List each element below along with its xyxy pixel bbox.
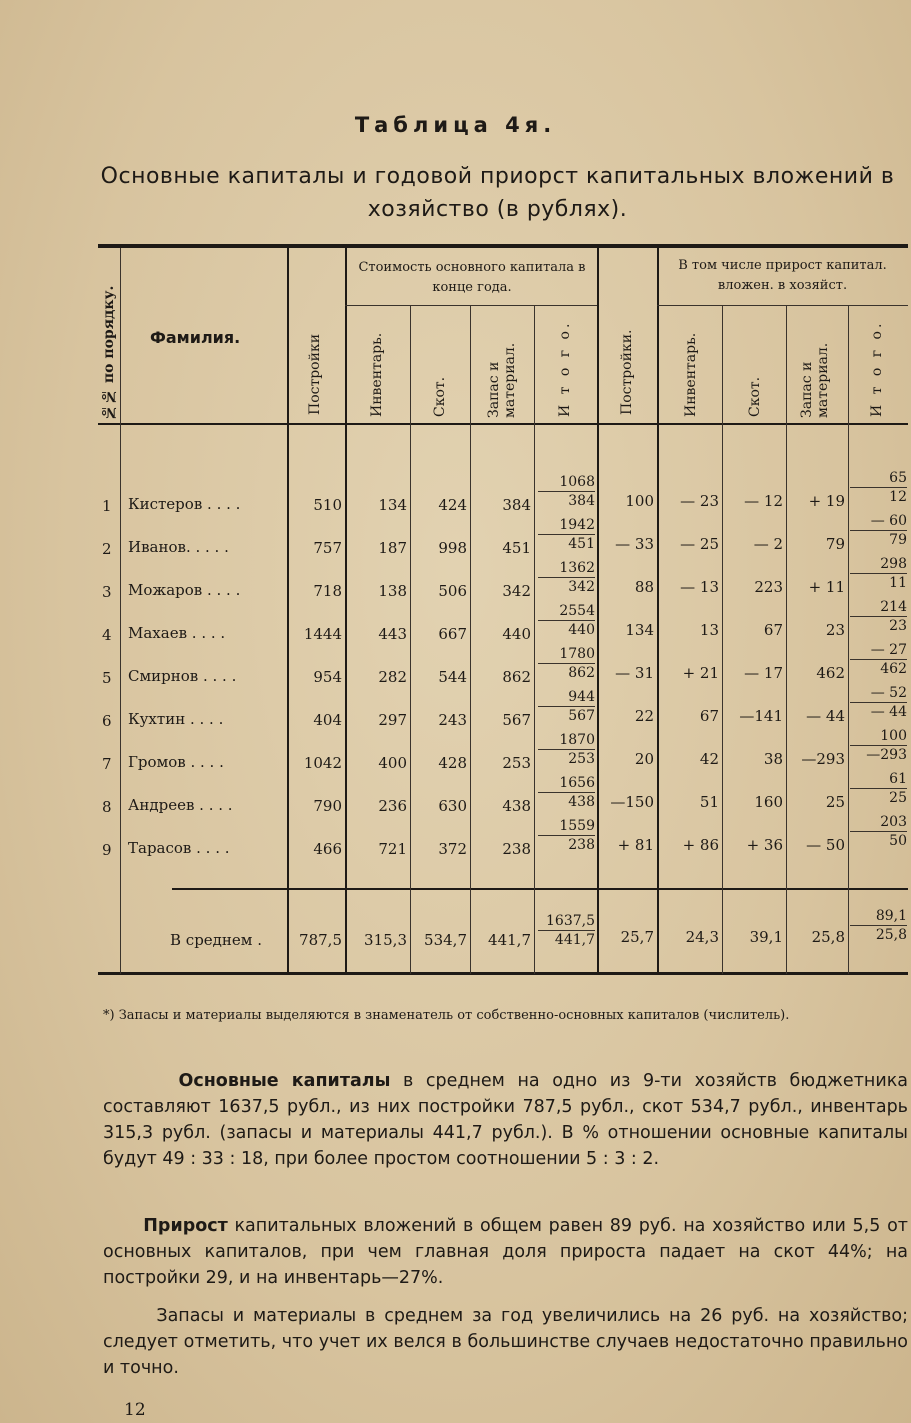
row-number: 5: [102, 669, 112, 687]
header-stocks-growth: Запас и материал.: [799, 342, 831, 418]
cell-total: [538, 603, 595, 638]
table-top-rule: [98, 244, 908, 248]
row-family: Смирнов . . . .: [128, 667, 237, 685]
cell-inventory: 187: [378, 539, 407, 557]
average-growth-total: [850, 908, 907, 943]
cell-buildings: 1042: [303, 754, 342, 772]
cell-stocks: 253: [502, 754, 531, 772]
cell-total-denominator: 342: [568, 579, 595, 595]
cell-growth-inventory: 42: [699, 750, 719, 768]
cell-inventory: 721: [378, 840, 407, 858]
header-buildings-growth: Постройки.: [619, 329, 635, 415]
footnote: *) Запасы и материалы выделяются в знаменатель от собственно-основных капиталов (числитель).: [103, 1008, 790, 1023]
cell-total: [538, 474, 595, 509]
cell-stocks: 440: [502, 625, 531, 643]
cell-growth-total-denominator: 50: [889, 833, 907, 849]
cell-growth-total: [850, 599, 907, 634]
header-buildings: Постройки: [307, 333, 323, 415]
cell-growth-inventory: — 23: [680, 492, 719, 510]
col-divider: [120, 248, 121, 974]
row-number: 9: [102, 841, 112, 859]
group-rule: [657, 305, 908, 306]
cell-growth-total-denominator: 79: [889, 532, 907, 548]
header-row-number: №№ по порядку.: [101, 285, 117, 420]
cell-stocks: 438: [502, 797, 531, 815]
cell-livestock: 428: [438, 754, 467, 772]
cell-growth-livestock: 67: [763, 621, 783, 639]
average-label: В среднем .: [170, 931, 262, 949]
average-growth-stocks: 25,8: [811, 928, 845, 946]
cell-inventory: 443: [378, 625, 407, 643]
cell-stocks: 238: [502, 840, 531, 858]
cell-total-numerator: 1362: [538, 560, 595, 578]
cell-buildings: 404: [313, 711, 342, 729]
cell-growth-total-denominator: 12: [889, 489, 907, 505]
cell-growth-buildings: 22: [634, 707, 654, 725]
cell-stocks: 862: [502, 668, 531, 686]
cell-total-denominator: 253: [568, 751, 595, 767]
header-total-growth: И т о г о.: [869, 320, 885, 417]
cell-livestock: 424: [438, 496, 467, 514]
cell-growth-total-denominator: — 44: [870, 704, 907, 720]
average-inventory: 315,3: [364, 931, 407, 949]
cell-inventory: 138: [378, 582, 407, 600]
col-divider: [410, 306, 411, 974]
cell-total: [538, 818, 595, 853]
cell-growth-stocks: 25: [825, 793, 845, 811]
cell-inventory: 400: [378, 754, 407, 772]
paragraph-1: [103, 1068, 908, 1172]
table-average-rule: [172, 888, 908, 890]
average-growth-total-denominator: 25,8: [875, 927, 907, 943]
cell-growth-total: [850, 685, 907, 720]
cell-total-denominator: 862: [568, 665, 595, 681]
header-stocks: Запас и материал.: [486, 342, 518, 418]
cell-stocks: 384: [502, 496, 531, 514]
cell-growth-total: [850, 728, 907, 763]
cell-growth-total-numerator: 214: [850, 599, 907, 617]
cell-growth-total: [850, 470, 907, 505]
cell-growth-total-denominator: 462: [880, 661, 907, 677]
cell-buildings: 718: [313, 582, 342, 600]
cell-growth-buildings: 134: [625, 621, 654, 639]
cell-total: [538, 560, 595, 595]
row-number: 1: [102, 497, 112, 515]
cell-total-denominator: 440: [568, 622, 595, 638]
cell-growth-total-numerator: 203: [850, 814, 907, 832]
cell-total: [538, 517, 595, 552]
cell-buildings: 466: [313, 840, 342, 858]
col-divider: [287, 248, 289, 974]
cell-growth-buildings: — 31: [615, 664, 654, 682]
cell-growth-inventory: 13: [699, 621, 719, 639]
cell-growth-total-numerator: 298: [850, 556, 907, 574]
cell-buildings: 757: [313, 539, 342, 557]
row-family: Можаров . . . .: [128, 581, 241, 599]
paragraph-2: [103, 1213, 908, 1291]
cell-livestock: 544: [438, 668, 467, 686]
row-family: Кистеров . . . .: [128, 495, 241, 513]
cell-growth-stocks: 462: [816, 664, 845, 682]
cell-growth-buildings: 100: [625, 492, 654, 510]
cell-total-numerator: 1656: [538, 775, 595, 793]
cell-inventory: 282: [378, 668, 407, 686]
cell-buildings: 510: [313, 496, 342, 514]
cell-livestock: 506: [438, 582, 467, 600]
cell-buildings: 790: [313, 797, 342, 815]
cell-livestock: 372: [438, 840, 467, 858]
cell-growth-total-numerator: 65: [850, 470, 907, 488]
cell-stocks: 567: [502, 711, 531, 729]
cell-growth-livestock: + 36: [746, 836, 783, 854]
header-inventory: Инвентарь.: [369, 332, 385, 417]
header-inventory-growth: Инвентарь.: [683, 332, 699, 417]
cell-growth-livestock: 38: [763, 750, 783, 768]
cell-total-denominator: 438: [568, 794, 595, 810]
cell-growth-stocks: + 19: [808, 492, 845, 510]
cell-growth-buildings: — 33: [615, 535, 654, 553]
cell-livestock: 667: [438, 625, 467, 643]
col-divider: [470, 306, 471, 974]
cell-total: [538, 732, 595, 767]
header-group-growth: В том числе прирост капитал. вложен. в хозяйст.: [678, 258, 887, 293]
average-stocks: 441,7: [488, 931, 531, 949]
cell-total-numerator: 1870: [538, 732, 595, 750]
cell-growth-total: [850, 771, 907, 806]
cell-growth-inventory: + 86: [682, 836, 719, 854]
header-family: Фамилия.: [150, 328, 241, 347]
cell-growth-total: [850, 556, 907, 591]
cell-growth-stocks: — 44: [806, 707, 845, 725]
cell-stocks: 451: [502, 539, 531, 557]
paragraph-1-bold: Основные капиталы: [178, 1071, 391, 1091]
cell-growth-total-denominator: 11: [889, 575, 907, 591]
cell-total-denominator: 238: [568, 837, 595, 853]
cell-total-denominator: 567: [568, 708, 595, 724]
average-total-denominator: 441,7: [554, 932, 595, 948]
cell-total: [538, 689, 595, 724]
row-family: Иванов. . . . .: [128, 538, 229, 556]
cell-total-denominator: 384: [568, 493, 595, 509]
average-total-numerator: 1637,5: [538, 913, 595, 931]
cell-growth-buildings: 88: [634, 578, 654, 596]
col-divider: [534, 306, 535, 974]
cell-livestock: 243: [438, 711, 467, 729]
paragraph-2-text: капитальных вложений в общем равен 89 руб. на хозяйство или 5,5 от основных капиталов, при чем главная доля прироста падает на скот 44%; на постройки 29, и на инвентарь—27%.: [103, 1216, 908, 1288]
row-family: Махаев . . . .: [128, 624, 226, 642]
row-number: 3: [102, 583, 112, 601]
average-livestock: 534,7: [424, 931, 467, 949]
cell-growth-buildings: 20: [634, 750, 654, 768]
group-rule: [345, 305, 597, 306]
row-family: Андреев . . . .: [128, 796, 233, 814]
col-divider: [657, 248, 659, 974]
row-number: 2: [102, 540, 112, 558]
cell-growth-total-numerator: — 27: [850, 642, 907, 660]
cell-growth-livestock: 223: [754, 578, 783, 596]
cell-growth-inventory: — 13: [680, 578, 719, 596]
cell-growth-livestock: 160: [754, 793, 783, 811]
cell-total-denominator: 451: [568, 536, 595, 552]
cell-growth-livestock: — 2: [753, 535, 783, 553]
header-total: И т о г о.: [557, 320, 573, 417]
cell-growth-total: [850, 513, 907, 548]
col-divider: [722, 306, 723, 974]
cell-inventory: 297: [378, 711, 407, 729]
row-number: 6: [102, 712, 112, 730]
row-family: Кухтин . . . .: [128, 710, 224, 728]
cell-total-numerator: 2554: [538, 603, 595, 621]
cell-growth-inventory: — 25: [680, 535, 719, 553]
cell-total-numerator: 1942: [538, 517, 595, 535]
cell-buildings: 1444: [303, 625, 342, 643]
table-title: Таблица 4я.: [354, 113, 557, 137]
cell-total-numerator: 1780: [538, 646, 595, 664]
cell-growth-total: [850, 814, 907, 849]
cell-growth-total-denominator: 25: [889, 790, 907, 806]
header-livestock: Скот.: [432, 376, 448, 417]
cell-growth-inventory: 67: [699, 707, 719, 725]
header-group-capital: Стоимость основного капитала в конце года.: [358, 260, 586, 295]
cell-livestock: 630: [438, 797, 467, 815]
cell-total-numerator: 1068: [538, 474, 595, 492]
row-number: 8: [102, 798, 112, 816]
cell-stocks: 342: [502, 582, 531, 600]
cell-growth-total-numerator: 61: [850, 771, 907, 789]
cell-growth-livestock: — 17: [744, 664, 783, 682]
header-livestock-growth: Скот.: [747, 376, 763, 417]
average-growth-total-numerator: 89,1: [850, 908, 907, 926]
table-subtitle: Основные капиталы и годовой приорст капитальных вложений в хозяйство (в рублях).: [100, 164, 895, 222]
row-number: 4: [102, 626, 112, 644]
row-number: 7: [102, 755, 112, 773]
cell-buildings: 954: [313, 668, 342, 686]
cell-growth-buildings: + 81: [617, 836, 654, 854]
average-buildings: 787,5: [299, 931, 342, 949]
average-growth-inventory: 24,3: [685, 928, 719, 946]
cell-growth-stocks: — 50: [806, 836, 845, 854]
cell-growth-total: [850, 642, 907, 677]
average-growth-buildings: 25,7: [620, 928, 654, 946]
cell-growth-total-numerator: — 52: [850, 685, 907, 703]
row-family: Громов . . . .: [128, 753, 224, 771]
cell-inventory: 236: [378, 797, 407, 815]
cell-growth-total-denominator: —293: [866, 747, 907, 763]
cell-growth-total-numerator: — 60: [850, 513, 907, 531]
average-total: [538, 913, 595, 948]
cell-growth-stocks: 23: [825, 621, 845, 639]
cell-total: [538, 775, 595, 810]
cell-total-numerator: 1559: [538, 818, 595, 836]
cell-growth-stocks: + 11: [808, 578, 845, 596]
paragraph-1-text: в среднем на одно из 9-ти хозяйств бюджетника составляют 1637,5 рубл., из них постройки 787,5 рубл., скот 534,7 рубл., инвентарь 315,3 рубл. (запасы и материалы 441,7 рубл.). В % отношении основные капиталы будут 49 : 33 : 18, при более простом соотношении 5 : 3 : 2.: [103, 1071, 908, 1169]
cell-growth-livestock: —141: [739, 707, 783, 725]
cell-total-numerator: 944: [538, 689, 595, 707]
col-divider: [786, 306, 787, 974]
col-divider: [345, 248, 347, 974]
cell-growth-livestock: — 12: [744, 492, 783, 510]
cell-growth-total-denominator: 23: [889, 618, 907, 634]
cell-total: [538, 646, 595, 681]
cell-growth-inventory: 51: [699, 793, 719, 811]
cell-growth-total-numerator: 100: [850, 728, 907, 746]
cell-growth-stocks: 79: [825, 535, 845, 553]
cell-inventory: 134: [378, 496, 407, 514]
cell-growth-inventory: + 21: [682, 664, 719, 682]
col-divider: [848, 306, 849, 974]
cell-growth-buildings: —150: [610, 793, 654, 811]
paragraph-3-text: Запасы и материалы в среднем за год увеличились на 26 руб. на хозяйство; следует отметить, что учет их велся в большинстве случаев недостаточно правильно и точно.: [103, 1306, 908, 1378]
page-number: 12: [124, 1400, 146, 1420]
col-divider: [597, 248, 599, 974]
average-growth-livestock: 39,1: [749, 928, 783, 946]
row-family: Тарасов . . . .: [128, 839, 230, 857]
paragraph-2-bold: Прирост: [143, 1216, 228, 1236]
cell-growth-stocks: —293: [801, 750, 845, 768]
paragraph-3: [103, 1303, 908, 1381]
cell-livestock: 998: [438, 539, 467, 557]
